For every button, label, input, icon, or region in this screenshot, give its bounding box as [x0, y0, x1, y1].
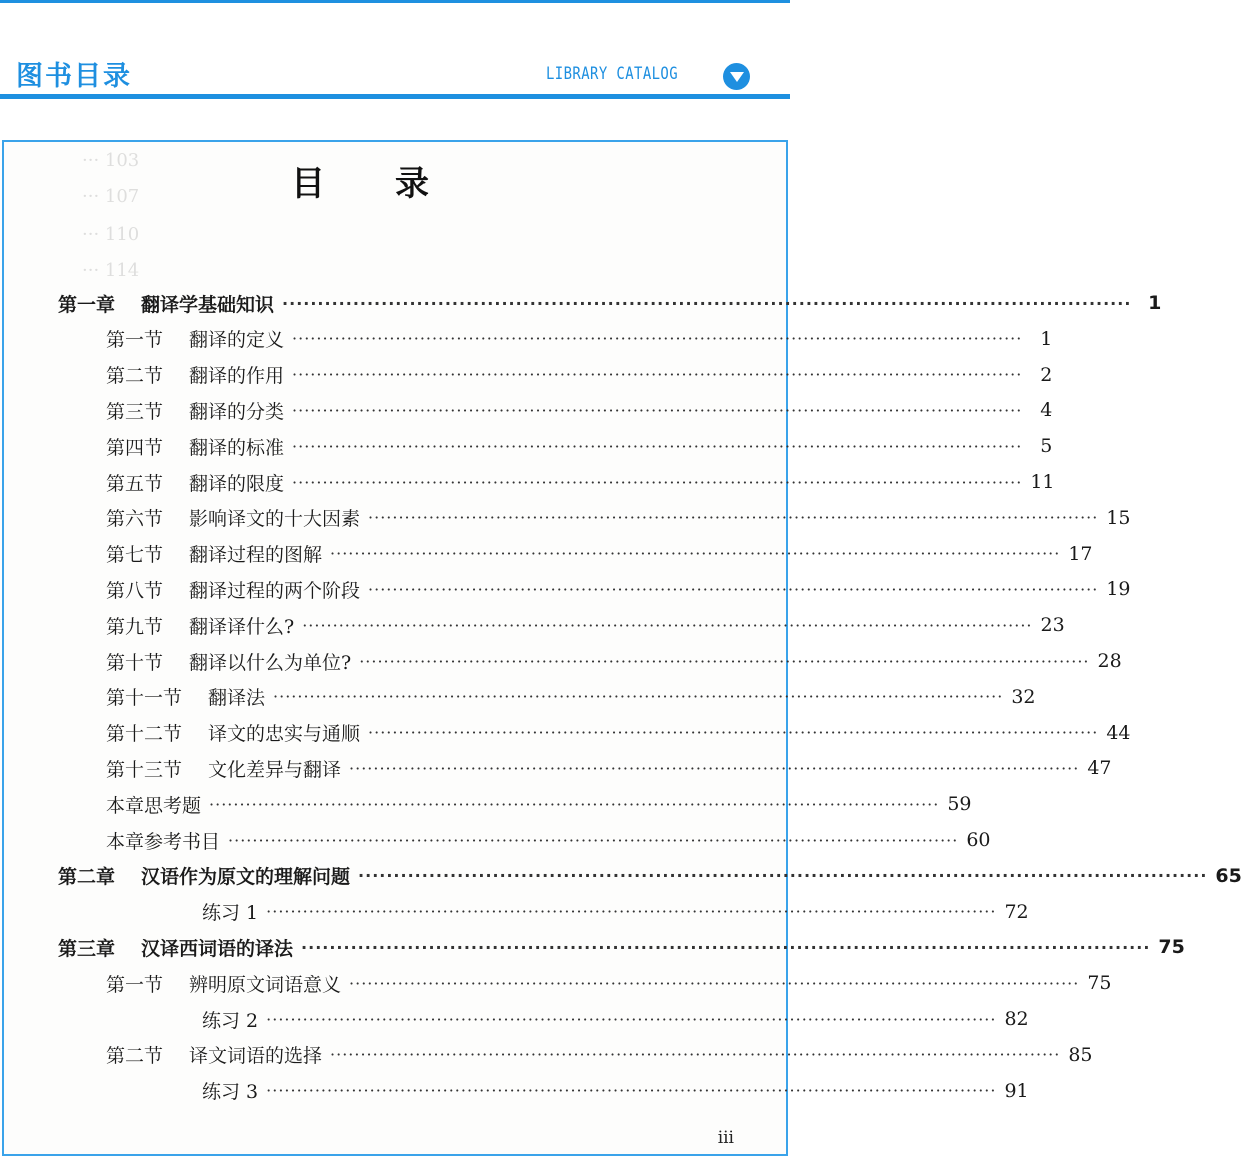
toc-entry-label: [106, 791, 201, 818]
toc-entry-label: [106, 361, 284, 388]
toc-entry-number: 第六节: [106, 508, 164, 531]
toc-page-number: 91: [1004, 1079, 1029, 1102]
toc-leader-dots: ························································································································: [349, 758, 1080, 778]
toc-section-row[interactable]: [106, 429, 1053, 463]
bleed-through-text: ··· 103 ··· 107 ··· 110 ··· 114: [82, 150, 140, 281]
toc-entry-label: [58, 862, 350, 889]
toc-leader-dots: ························································································································: [368, 723, 1099, 743]
toc-leader-dots: ························································································································: [273, 687, 1004, 707]
toc-entry-title: 翻译的分类: [189, 400, 285, 423]
toc-page-number: 32: [1011, 685, 1036, 708]
page-title: 目录: [291, 164, 499, 204]
toc-entry-number: 第二节: [106, 1045, 164, 1068]
toc-leader-dots: ························································································································: [228, 830, 959, 850]
toc-entry-number: 第二章: [58, 866, 116, 889]
toc-entry-number: 第四节: [106, 436, 164, 459]
toc-page-number: 72: [1004, 900, 1029, 923]
toc-page-number: 17: [1068, 542, 1093, 565]
toc-leader-dots: ························································································································: [330, 1045, 1061, 1065]
toc-entry-label: [58, 290, 274, 317]
toc-page-number: 2: [1040, 363, 1053, 386]
toc-entry-label: [106, 1041, 322, 1068]
toc-leader-dots: ························································································································: [266, 902, 997, 922]
toc-section-row[interactable]: [106, 716, 1131, 750]
toc-entry-number: 第十节: [106, 651, 164, 674]
toc-entry-label: [202, 898, 258, 925]
toc-entry-title: 翻译的限度: [189, 472, 285, 495]
toc-entry-number: 练习 3: [202, 1081, 259, 1104]
toc-entry-title: 翻译以什么为单位?: [189, 651, 352, 674]
toc-page-number: 28: [1097, 650, 1122, 672]
toc-page-number: 47: [1087, 757, 1112, 780]
toc-exercise-row[interactable]: [202, 1074, 1029, 1108]
toc-entry-label: [106, 325, 284, 352]
toc-entry-label: [106, 433, 284, 460]
toc-entry-number: 练习 2: [202, 1009, 259, 1032]
toc-section-row[interactable]: [106, 680, 1036, 714]
toc-entry-number: 第十二节: [106, 723, 183, 746]
toc-section-row[interactable]: [106, 393, 1053, 427]
toc-entry-title: 翻译过程的图解: [189, 544, 323, 567]
toc-section-row[interactable]: [106, 787, 972, 821]
toc-leader-dots: ························································································································: [292, 329, 1023, 349]
toc-chapter-row[interactable]: [58, 930, 1185, 964]
toc-leader-dots: ························································································································: [359, 651, 1090, 671]
toc-entry-number: 第一章: [58, 293, 116, 316]
toc-exercise-row[interactable]: [202, 895, 1029, 929]
toc-entry-title: 翻译过程的两个阶段: [189, 579, 361, 602]
toc-page-number: 23: [1040, 614, 1065, 637]
toc-page-number: 82: [1004, 1008, 1029, 1030]
toc-entry-label: [106, 755, 341, 782]
toc-leader-dots: ························································································································: [292, 400, 1023, 420]
header-divider: [0, 94, 790, 99]
toc-entry-number: 第七节: [106, 544, 164, 567]
toc-entry-label: [106, 540, 322, 567]
toc-page-number: 85: [1068, 1043, 1093, 1066]
toc-section-row[interactable]: [106, 823, 991, 857]
toc-section-row[interactable]: [106, 537, 1093, 571]
toc-section-row[interactable]: [106, 572, 1131, 606]
toc-page-number: 59: [947, 793, 972, 816]
toc-page-number: 5: [1040, 435, 1053, 458]
toc-entry-label: [106, 469, 284, 496]
toc-entry-label: [106, 576, 360, 603]
toc-page-number: 15: [1106, 506, 1131, 529]
toc-entry-title: 翻译学基础知识: [141, 293, 275, 316]
toc-page-number: 75: [1087, 972, 1112, 995]
toc-section-row[interactable]: [106, 358, 1053, 392]
toc-section-row[interactable]: [106, 966, 1112, 1000]
toc-entry-title: 翻译的作用: [189, 365, 285, 388]
toc-entry-label: [202, 1006, 258, 1033]
toc-entry-number: 第三节: [106, 400, 164, 423]
toc-page-number: 44: [1106, 721, 1131, 744]
toc-entry-label: [106, 612, 294, 639]
page-header: [0, 0, 790, 100]
toc-entry-number: 第一节: [106, 973, 164, 996]
toc-entry-number: 第二节: [106, 365, 164, 388]
toc-section-row[interactable]: [106, 1038, 1093, 1072]
chevron-down-icon[interactable]: [723, 63, 750, 90]
toc-page-number: 60: [966, 829, 991, 851]
toc-entry-number: 第十三节: [106, 758, 183, 781]
toc-entry-label: [106, 683, 265, 710]
toc-section-row[interactable]: [106, 322, 1053, 356]
toc-entry-label: [106, 827, 220, 854]
toc-entry-title: 影响译文的十大因素: [189, 508, 361, 531]
toc-entry-number: 第九节: [106, 615, 164, 638]
toc-entry-title: 译文词语的选择: [189, 1045, 323, 1068]
toc-leader-dots: ························································································································: [368, 579, 1099, 599]
toc-section-row[interactable]: [106, 644, 1122, 678]
toc-leader-dots: ························································································································: [368, 508, 1099, 528]
toc-entry-label: [58, 934, 293, 961]
toc-page-number: 11: [1030, 471, 1055, 493]
toc-entry-title: 翻译译什么?: [189, 615, 295, 638]
toc-section-row[interactable]: [106, 608, 1065, 642]
toc-entry-number: 本章参考书目: [106, 830, 221, 853]
toc-chapter-row[interactable]: [58, 286, 1162, 320]
toc-section-row[interactable]: [106, 501, 1131, 535]
toc-leader-dots: ························································································································: [282, 293, 1132, 313]
toc-entry-number: 本章思考题: [106, 794, 202, 817]
toc-entry-label: [106, 504, 360, 531]
toc-leader-dots: ························································································································: [349, 973, 1080, 993]
toc-leader-dots: ························································································································: [301, 937, 1151, 957]
toc-entry-title: 汉译西词语的译法: [141, 937, 294, 960]
toc-entry-number: 第十一节: [106, 687, 183, 710]
toc-entry-title: 翻译法: [208, 687, 266, 710]
toc-leader-dots: ························································································································: [302, 615, 1033, 635]
toc-entry-label: [106, 719, 360, 746]
toc-chapter-row[interactable]: [58, 859, 1242, 893]
book-page-scan: [2, 140, 1242, 1156]
toc-entry-title: 翻译的标准: [189, 436, 285, 459]
toc-section-row[interactable]: [106, 751, 1112, 785]
header-subtitle: LIBRARY CATALOG: [546, 64, 679, 84]
toc-entry-title: 汉语作为原文的理解问题: [141, 866, 351, 889]
toc-entry-number: 练习 1: [202, 902, 259, 925]
toc-page-number: 1: [1148, 292, 1162, 314]
toc-entry-label: [106, 397, 284, 424]
toc-entry-title: 译文的忠实与通顺: [208, 723, 361, 746]
page-folio: iii: [717, 1128, 734, 1148]
toc-entry-label: [106, 648, 351, 675]
toc-entry-number: 第三章: [58, 937, 116, 960]
toc-page-number: 1: [1040, 327, 1053, 350]
header-title: 图书目录: [16, 61, 132, 92]
toc-page-number: 19: [1106, 578, 1131, 601]
toc-entry-title: 辨明原文词语意义: [189, 973, 342, 996]
toc-entry-number: 第一节: [106, 329, 164, 352]
toc-entry-label: [202, 1077, 258, 1104]
toc-leader-dots: ························································································································: [209, 794, 940, 814]
toc-leader-dots: ························································································································: [266, 1081, 997, 1101]
toc-entry-number: 第五节: [106, 472, 164, 495]
toc-leader-dots: ························································································································: [358, 866, 1208, 886]
toc-leader-dots: ························································································································: [330, 544, 1061, 564]
toc-exercise-row[interactable]: [202, 1002, 1029, 1036]
toc-section-row[interactable]: [106, 465, 1055, 499]
toc-leader-dots: ························································································································: [292, 365, 1023, 385]
toc-entry-title: 文化差异与翻译: [208, 758, 342, 781]
toc-leader-dots: ························································································································: [292, 472, 1023, 492]
toc-entry-label: [106, 970, 341, 997]
toc-page-number: 75: [1158, 936, 1185, 959]
toc-leader-dots: ························································································································: [266, 1009, 997, 1029]
toc-leader-dots: ························································································································: [292, 436, 1023, 456]
toc-entry-number: 第八节: [106, 579, 164, 602]
toc-entry-title: 翻译的定义: [189, 329, 285, 352]
toc-page-number: 4: [1040, 399, 1053, 422]
toc-page-number: 65: [1215, 864, 1242, 887]
